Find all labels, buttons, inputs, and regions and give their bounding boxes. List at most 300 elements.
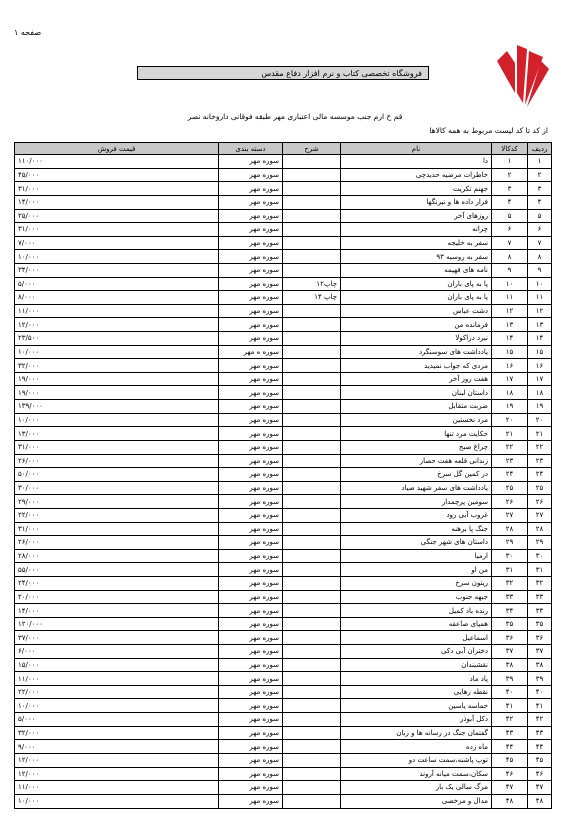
cell-category: سوره مهر [219, 576, 283, 590]
cell-desc [283, 726, 341, 740]
cell-price: ۱۱/۰۰۰ [15, 781, 219, 795]
cell-category: سوره مهر [219, 318, 283, 332]
table-row [15, 468, 552, 482]
cell-name: سومین پرچمدار [341, 495, 492, 509]
table-row [15, 304, 552, 318]
cell-desc [283, 454, 341, 468]
cell-row: ۳۳ [528, 590, 552, 604]
table-row [15, 427, 552, 441]
cell-row: ۲۰ [528, 413, 552, 427]
cell-price: ۲۲/۰۰۰ [15, 508, 219, 522]
cell-name: چراغ صبح [341, 440, 492, 454]
table-row [15, 617, 552, 631]
cell-category: سوره مهر [219, 645, 283, 659]
cell-row: ۳۰ [528, 549, 552, 563]
cell-row: ۳۸ [528, 658, 552, 672]
cell-price: ۳۱/۰۰۰ [15, 223, 219, 237]
cell-code: ۳ [492, 182, 528, 196]
store-title: فروشگاه تخصصی کتاب و نرم افزار دفاع مقدس [137, 66, 429, 80]
table-row [15, 440, 552, 454]
cell-row: ۱۷ [528, 372, 552, 386]
cell-code: ۴ [492, 195, 528, 209]
cell-code: ۲ [492, 168, 528, 182]
cell-desc [283, 685, 341, 699]
cell-code: ۱۰ [492, 277, 528, 291]
cell-desc [283, 209, 341, 223]
cell-name: حماسه یاسین [341, 699, 492, 713]
cell-category: سوره مهر [219, 454, 283, 468]
table-row [15, 726, 552, 740]
cell-desc [283, 495, 341, 509]
cell-name: دختران آبی دکی [341, 645, 492, 659]
table-row [15, 522, 552, 536]
cell-row: ۳۷ [528, 645, 552, 659]
table-row [15, 277, 552, 291]
table-row [15, 794, 552, 808]
cell-category: سوره مهر [219, 168, 283, 182]
col-header-category: دسته بندی [219, 143, 283, 155]
cell-name: جبهه جنوب [341, 590, 492, 604]
cell-code: ۳۵ [492, 617, 528, 631]
cell-name: مرگ سالی یک بار [341, 781, 492, 795]
cell-price: ۵۰/۰۰۰ [15, 468, 219, 482]
cell-row: ۴ [528, 195, 552, 209]
cell-price: ۳۱/۰۰۰ [15, 182, 219, 196]
cell-category: سوره مهر [219, 549, 283, 563]
cell-desc [283, 631, 341, 645]
cell-category: سوره مهر [219, 427, 283, 441]
table-row [15, 740, 552, 754]
table-row [15, 767, 552, 781]
cell-category: سوره مهر [219, 699, 283, 713]
cell-desc [283, 468, 341, 482]
cell-desc [283, 236, 341, 250]
table-row [15, 699, 552, 713]
table-row [15, 781, 552, 795]
table-row [15, 481, 552, 495]
cell-row: ۲۵ [528, 481, 552, 495]
cell-row: ۱۸ [528, 386, 552, 400]
cell-code: ۱۱ [492, 291, 528, 305]
cell-name: نامه های فهیمه [341, 263, 492, 277]
cell-code: ۲۷ [492, 508, 528, 522]
page-number: صفحه ۱ [14, 28, 42, 37]
cell-desc [283, 508, 341, 522]
cell-desc [283, 617, 341, 631]
cell-desc [283, 672, 341, 686]
cell-category: سوره مهر [219, 359, 283, 373]
cell-name: هفت روز آخر [341, 372, 492, 386]
cell-row: ۲۴ [528, 468, 552, 482]
cell-name: سکان،سمت میانه آروند [341, 767, 492, 781]
cell-code: ۴۵ [492, 753, 528, 767]
table-row [15, 345, 552, 359]
cell-code: ۳۴ [492, 604, 528, 618]
cell-row: ۲ [528, 168, 552, 182]
cell-name: سفر به خلیجه [341, 236, 492, 250]
cell-desc [283, 263, 341, 277]
cell-desc [283, 563, 341, 577]
cell-desc [283, 182, 341, 196]
cell-price: ۳۲/۰۰۰ [15, 359, 219, 373]
cell-desc [283, 440, 341, 454]
cell-category: سوره مهر [219, 332, 283, 346]
cell-code: ۴۸ [492, 794, 528, 808]
cell-price: ۹/۰۰۰ [15, 740, 219, 754]
cell-desc [283, 372, 341, 386]
cell-price: ۵۵/۰۰۰ [15, 563, 219, 577]
cell-desc [283, 604, 341, 618]
cell-desc [283, 168, 341, 182]
table-row [15, 236, 552, 250]
cell-category: سوره مهر [219, 522, 283, 536]
cell-category: سوره مهر [219, 726, 283, 740]
cell-price: ۱۱/۰۰۰ [15, 304, 219, 318]
store-address: قم خ ارم جنب موسسه مالی اعتباری مهر طبقه فوقانی داروخانه نصر [187, 112, 403, 121]
cell-name: من او [341, 563, 492, 577]
cell-row: ۶ [528, 223, 552, 237]
cell-price: ۱۲/۰۰۰ [15, 767, 219, 781]
table-header-row [15, 143, 552, 155]
cell-desc [283, 590, 341, 604]
cell-code: ۱۳ [492, 318, 528, 332]
cell-code: ۱۴ [492, 332, 528, 346]
cell-code: ۳۶ [492, 631, 528, 645]
cell-name: چرانه [341, 223, 492, 237]
cell-category: سوره مهر [219, 440, 283, 454]
cell-name: مردی که جواب نمیدید [341, 359, 492, 373]
table-row [15, 631, 552, 645]
cell-price: ۲۴/۰۰۰ [15, 576, 219, 590]
cell-desc: چاپ۱۲ [283, 277, 341, 291]
cell-category: سوره مهر [219, 236, 283, 250]
cell-code: ۲۰ [492, 413, 528, 427]
col-header-name: نام [341, 143, 492, 155]
cell-price: ۱۰/۰۰۰ [15, 699, 219, 713]
cell-row: ۴۶ [528, 767, 552, 781]
cell-desc [283, 576, 341, 590]
table-row [15, 250, 552, 264]
cell-price: ۱۹/۰۰۰ [15, 386, 219, 400]
table-row [15, 549, 552, 563]
col-header-desc: شرح [283, 143, 341, 155]
cell-category: سوره مهر [219, 304, 283, 318]
cell-name: داستان های شهر جنگی [341, 536, 492, 550]
cell-desc [283, 250, 341, 264]
cell-name: دا [341, 155, 492, 169]
table-row [15, 713, 552, 727]
cell-row: ۸ [528, 250, 552, 264]
cell-category: سوره مهر [219, 658, 283, 672]
cell-row: ۳۹ [528, 672, 552, 686]
cell-category: سوره مهر [219, 794, 283, 808]
table-row [15, 536, 552, 550]
cell-price: ۱۰/۰۰۰ [15, 345, 219, 359]
cell-name: رنده باد کمیل [341, 604, 492, 618]
cell-desc [283, 332, 341, 346]
cell-code: ۲۸ [492, 522, 528, 536]
cell-category: سوره مهر [219, 386, 283, 400]
col-header-code: کدکالا [492, 143, 528, 155]
cell-desc [283, 549, 341, 563]
cell-name: نبرد دراکولا [341, 332, 492, 346]
cell-row: ۵ [528, 209, 552, 223]
cell-price: ۱۹/۰۰۰ [15, 372, 219, 386]
cell-price: ۱۴/۰۰۰ [15, 195, 219, 209]
table-row [15, 590, 552, 604]
cell-price: ۳۴/۰۰۰ [15, 263, 219, 277]
cell-row: ۳۱ [528, 563, 552, 577]
cell-name: نقطه رهایی [341, 685, 492, 699]
table-row [15, 563, 552, 577]
cell-name: غروب آبی رود [341, 508, 492, 522]
cell-row: ۴۷ [528, 781, 552, 795]
cell-name: توپ پاشنه،سمت ساعت دو [341, 753, 492, 767]
cell-category: سوره مهر [219, 263, 283, 277]
cell-row: ۲۹ [528, 536, 552, 550]
cell-price: ۱۰/۰۰۰ [15, 794, 219, 808]
cell-price: ۱۱/۰۰۰ [15, 672, 219, 686]
cell-name: پا به پای باران [341, 277, 492, 291]
cell-name: پاد ماد [341, 672, 492, 686]
cell-price: ۲۳/۵۰۰ [15, 332, 219, 346]
cell-price: ۲۲/۰۰۰ [15, 685, 219, 699]
cell-row: ۴۲ [528, 713, 552, 727]
cell-code: ۳۰ [492, 549, 528, 563]
cell-category: سوره مهر [219, 590, 283, 604]
col-header-row: ردیف [528, 143, 552, 155]
cell-category: سوره مهر [219, 713, 283, 727]
cell-code: ۴۰ [492, 685, 528, 699]
cell-desc [283, 767, 341, 781]
cell-code: ۲۴ [492, 468, 528, 482]
cell-row: ۱۴ [528, 332, 552, 346]
cell-price: ۲۹/۰۰۰ [15, 495, 219, 509]
cell-category: سوره مهر [219, 155, 283, 169]
cell-category: سوره مهر [219, 195, 283, 209]
cell-price: ۱۵/۰۰۰ [15, 658, 219, 672]
table-row [15, 672, 552, 686]
cell-desc [283, 658, 341, 672]
cell-code: ۶ [492, 223, 528, 237]
cell-row: ۳۶ [528, 631, 552, 645]
cell-code: ۴۳ [492, 726, 528, 740]
cell-desc [283, 304, 341, 318]
cell-price: ۵/۰۰۰ [15, 277, 219, 291]
cell-category: سوره مهر [219, 250, 283, 264]
cell-code: ۹ [492, 263, 528, 277]
cell-code: ۴۷ [492, 781, 528, 795]
cell-category: سوره مهر [219, 495, 283, 509]
cell-name: نقشبندان [341, 658, 492, 672]
red-heart-logo-icon [497, 45, 549, 107]
cell-price: ۱۲/۰۰۰ [15, 753, 219, 767]
cell-name: فرار داده ها و نیرنگها [341, 195, 492, 209]
cell-row: ۱۹ [528, 400, 552, 414]
cell-desc [283, 713, 341, 727]
cell-row: ۱۱ [528, 291, 552, 305]
cell-desc [283, 413, 341, 427]
cell-code: ۲۹ [492, 536, 528, 550]
cell-code: ۴۱ [492, 699, 528, 713]
cell-name: حکایت مرد تنها [341, 427, 492, 441]
cell-category: سوره مهر [219, 291, 283, 305]
cell-category: سوره مهر [219, 468, 283, 482]
cell-name: در کمین گل سرخ [341, 468, 492, 482]
cell-name: روزهای آخر [341, 209, 492, 223]
report-filter: از کد تا کد لیست مربوط به همه کالاها [429, 126, 548, 135]
cell-name: مرد نخستین [341, 413, 492, 427]
cell-code: ۴۶ [492, 767, 528, 781]
cell-category: سوره ه مهر [219, 345, 283, 359]
cell-row: ۳۵ [528, 617, 552, 631]
cell-row: ۴۰ [528, 685, 552, 699]
table-row [15, 332, 552, 346]
cell-row: ۱۵ [528, 345, 552, 359]
cell-category: سوره مهر [219, 672, 283, 686]
cell-price: ۷/۰۰۰ [15, 236, 219, 250]
cell-name: دشت عباس [341, 304, 492, 318]
table-row [15, 359, 552, 373]
cell-code: ۵ [492, 209, 528, 223]
table-row [15, 209, 552, 223]
table-row [15, 508, 552, 522]
table-row [15, 658, 552, 672]
cell-category: سوره مهر [219, 508, 283, 522]
cell-name: مدال و مرخصی [341, 794, 492, 808]
table-row [15, 263, 552, 277]
cell-desc [283, 427, 341, 441]
cell-price: ۳۰/۰۰۰ [15, 481, 219, 495]
cell-price: ۳۲/۰۰۰ [15, 726, 219, 740]
cell-name: ریتون سرخ [341, 576, 492, 590]
table-row [15, 413, 552, 427]
cell-desc [283, 645, 341, 659]
cell-price: ۱۱۰/۰۰۰ [15, 155, 219, 169]
table-row [15, 386, 552, 400]
cell-row: ۴۴ [528, 740, 552, 754]
table-row [15, 291, 552, 305]
cell-price: ۲۶/۰۰۰ [15, 536, 219, 550]
cell-price: ۱۲/۰۰۰ [15, 318, 219, 332]
cell-price: ۱۳۹/۰۰۰ [15, 400, 219, 414]
cell-category: سوره مهر [219, 767, 283, 781]
table-row [15, 753, 552, 767]
cell-desc [283, 753, 341, 767]
cell-category: سوره مهر [219, 685, 283, 699]
cell-desc [283, 155, 341, 169]
cell-price: ۱۰/۰۰۰ [15, 250, 219, 264]
table-row [15, 168, 552, 182]
cell-row: ۱۲ [528, 304, 552, 318]
table-row [15, 685, 552, 699]
cell-desc [283, 781, 341, 795]
cell-category: سوره مهر [219, 631, 283, 645]
cell-price: ۲۰/۰۰۰ [15, 590, 219, 604]
cell-row: ۳۴ [528, 604, 552, 618]
cell-name: یادداشت های سوسنگرد [341, 345, 492, 359]
cell-code: ۳۱ [492, 563, 528, 577]
cell-category: سوره مهر [219, 182, 283, 196]
cell-code: ۳۳ [492, 590, 528, 604]
cell-desc [283, 536, 341, 550]
cell-category: سوره مهر [219, 536, 283, 550]
cell-code: ۳۷ [492, 645, 528, 659]
cell-code: ۱۷ [492, 372, 528, 386]
cell-code: ۱ [492, 155, 528, 169]
cell-name: داستان لبنان [341, 386, 492, 400]
table-row [15, 155, 552, 169]
cell-category: سوره مهر [219, 209, 283, 223]
cell-category: سوره مهر [219, 372, 283, 386]
cell-desc [283, 740, 341, 754]
cell-code: ۳۹ [492, 672, 528, 686]
cell-desc [283, 794, 341, 808]
table-row [15, 223, 552, 237]
cell-name: پا به پای باران [341, 291, 492, 305]
cell-code: ۲۶ [492, 495, 528, 509]
table-row [15, 318, 552, 332]
cell-name: جنگ پا برهنه [341, 522, 492, 536]
cell-row: ۱۳ [528, 318, 552, 332]
cell-name: همپای صاعقه [341, 617, 492, 631]
cell-name: زندانی قلعه هفت حصار [341, 454, 492, 468]
cell-desc [283, 195, 341, 209]
cell-price: ۵/۰۰۰ [15, 713, 219, 727]
cell-name: ضربت متقابل [341, 400, 492, 414]
cell-row: ۴۸ [528, 794, 552, 808]
cell-row: ۲۷ [528, 508, 552, 522]
cell-row: ۲۱ [528, 427, 552, 441]
cell-name: فرمانده من [341, 318, 492, 332]
cell-desc [283, 223, 341, 237]
cell-price: ۱۴/۰۰۰ [15, 604, 219, 618]
cell-desc [283, 359, 341, 373]
cell-code: ۲۵ [492, 481, 528, 495]
table-row [15, 372, 552, 386]
table-row [15, 400, 552, 414]
cell-price: ۱۰/۰۰۰ [15, 413, 219, 427]
cell-category: سوره مهر [219, 563, 283, 577]
cell-price: ۳۱/۰۰۰ [15, 440, 219, 454]
cell-code: ۸ [492, 250, 528, 264]
cell-row: ۲۳ [528, 454, 552, 468]
cell-name: دکل آبوذر [341, 713, 492, 727]
col-header-price: قیمت فروش [15, 143, 219, 155]
cell-category: سوره مهر [219, 481, 283, 495]
cell-code: ۴۴ [492, 740, 528, 754]
cell-code: ۲۳ [492, 454, 528, 468]
cell-name: جهنم تکریت [341, 182, 492, 196]
table-row [15, 182, 552, 196]
cell-price: ۱۲۰/۰۰۰ [15, 617, 219, 631]
table-row [15, 576, 552, 590]
cell-code: ۱۵ [492, 345, 528, 359]
cell-code: ۲۲ [492, 440, 528, 454]
cell-name: ارمیا [341, 549, 492, 563]
cell-desc: چاپ ۱۴ [283, 291, 341, 305]
items-table [14, 142, 552, 809]
cell-desc [283, 400, 341, 414]
cell-price: ۲۵/۰۰۰ [15, 209, 219, 223]
cell-name: گفتمان جنگ در رسانه ها و زبان [341, 726, 492, 740]
table-row [15, 645, 552, 659]
cell-category: سوره مهر [219, 740, 283, 754]
cell-code: ۴۲ [492, 713, 528, 727]
cell-category: سوره مهر [219, 604, 283, 618]
table-row [15, 454, 552, 468]
cell-price: ۳۷/۰۰۰ [15, 631, 219, 645]
